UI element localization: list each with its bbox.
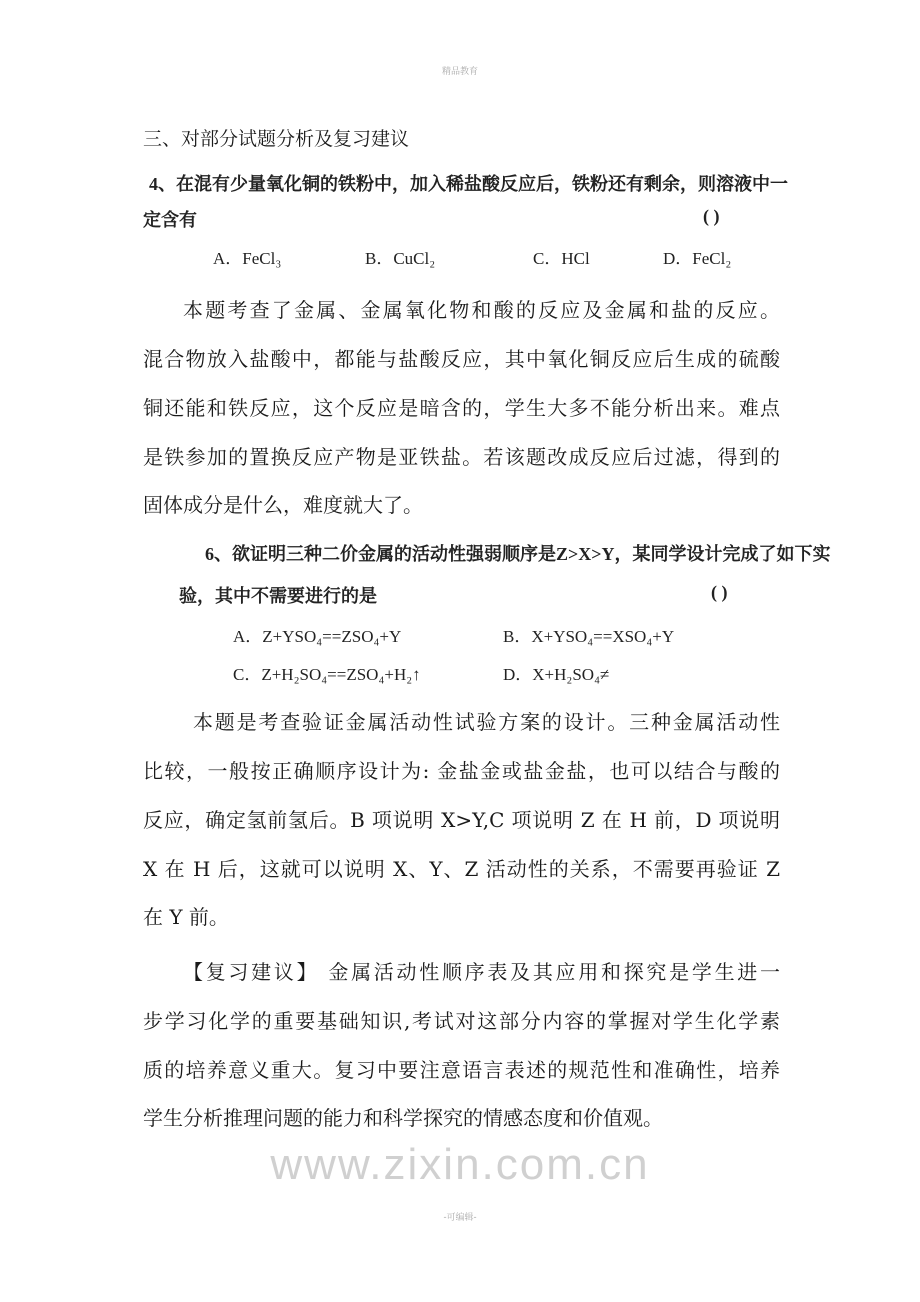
paragraph-1-line: 铜还能和铁反应，这个反应是暗含的，学生大多不能分析出来。难点 (143, 396, 780, 420)
question-4-line-1: 4、在混有少量氧化铜的铁粉中，加入稀盐酸反应后，铁粉还有剩余，则溶液中一 (149, 174, 788, 194)
page-header: 精品教育 (441, 67, 478, 77)
question-4-option-b: B．CuCl₂ (365, 249, 436, 268)
paragraph-2-line: 本题是考查验证金属活动性试验方案的设计。三种金属活动性 (193, 710, 780, 734)
paragraph-2-line: 在 Y 前。 (143, 905, 229, 929)
paragraph-2-line: 比较，一般按正确顺序设计为: 金盐金或盐金盐，也可以结合与酸的 (143, 759, 780, 783)
question-4-option-d: D．FeCl₂ (663, 249, 732, 268)
paragraph-1-line: 是铁参加的置换反应产物是亚铁盐。若该题改成反应后过滤，得到的 (143, 445, 780, 469)
paragraph-1-line: 混合物放入盐酸中，都能与盐酸反应，其中氧化铜反应后生成的硫酸 (143, 347, 780, 371)
question-6-option-d: D．X+H₂SO₄≠ (503, 665, 610, 684)
paragraph-3-line: 学生分析推理问题的能力和科学探究的情感态度和价值观。 (143, 1106, 663, 1130)
question-6-option-b: B．X+YSO₄==XSO₄+Y (503, 627, 675, 646)
question-6-line-1: 6、欲证明三种二价金属的活动性强弱顺序是Z>X>Y，某同学设计完成了如下实 (205, 544, 831, 564)
question-6-blank: ( ) (711, 582, 728, 602)
question-4-blank: ( ) (703, 206, 720, 226)
paragraph-3-line: 步学习化学的重要基础知识,考试对这部分内容的掌握对学生化学素 (143, 1009, 780, 1033)
question-6-line-2: 验，其中不需要进行的是 (179, 586, 377, 606)
section-heading: 三、对部分试题分析及复习建议 (143, 128, 410, 150)
question-4-option-a: A．FeCl₃ (213, 249, 282, 268)
paragraph-2-line: X 在 H 后，这就可以说明 X、Y、Z 活动性的关系，不需要再验证 Z (143, 857, 780, 881)
question-6-option-a: A．Z+YSO₄==ZSO₄+Y (233, 627, 402, 646)
question-6-option-c: C．Z+H₂SO₄==ZSO₄+H₂↑ (233, 665, 421, 684)
paragraph-1-line: 本题考查了金属、金属氧化物和酸的反应及金属和盐的反应。 (183, 298, 780, 322)
watermark: www.zixin.com.cn (270, 1140, 650, 1189)
paragraph-2-line: 反应，确定氢前氢后。B 项说明 X>Y,C 项说明 Z 在 H 前，D 项说明 (143, 808, 780, 832)
question-4-line-2: 定含有 (143, 210, 197, 230)
page-footer: -可编辑- (443, 1213, 477, 1223)
question-4-option-c: C．HCl (533, 249, 590, 268)
paragraph-1-line: 固体成分是什么，难度就大了。 (143, 493, 423, 517)
paragraph-3-line: 质的培养意义重大。复习中要注意语言表述的规范性和准确性，培养 (143, 1058, 780, 1082)
paragraph-3-line: 【复习建议】 金属活动性顺序表及其应用和探究是学生进一 (183, 960, 780, 984)
